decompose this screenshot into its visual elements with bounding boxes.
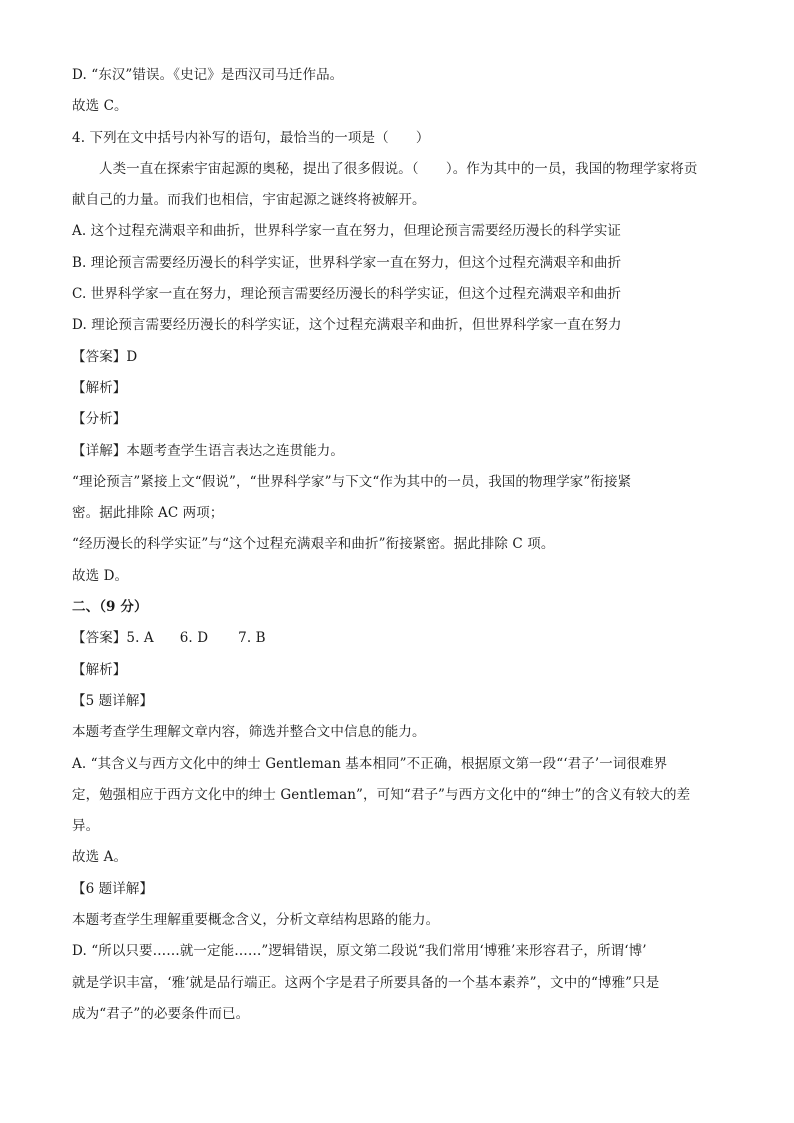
question-5-detail-label: 【5 题详解】: [72, 692, 154, 709]
answer-label: 【答案】D: [72, 348, 138, 365]
text-line: 故选 D。: [72, 567, 129, 584]
detail-line: 密。据此排除 AC 两项；: [72, 505, 224, 522]
option-c: C. 世界科学家一直在努力，理论预言需要经历漫长的科学实证，但这个过程充满艰辛和曲折: [72, 286, 622, 303]
text-line: D. “东汉”错误。《史记》是西汉司马迁作品。: [72, 67, 344, 83]
detail-line: 【详解】本题考查学生语言表达之连贯能力。: [72, 442, 344, 459]
text-line: 故选 A。: [72, 849, 128, 866]
document-page: [72, 60, 722, 1030]
detail-line: 本题考查学生理解文章内容，筛选并整合文中信息的能力。: [72, 724, 426, 741]
detail-line: A. “其含义与西方文化中的绅士 Gentleman 基本相同”不正确，根据原文第一段“‘君子’一词很难界: [72, 755, 668, 772]
option-d: D. 理论预言需要经历漫长的科学实证，这个过程充满艰辛和曲折，但世界科学家一直在努力: [72, 317, 622, 334]
detail-line: 定，勉强相应于西方文化中的绅士 Gentleman”，可知“君子”与西方文化中的“绅士”的含义有较大的差: [72, 786, 691, 803]
section-heading: 二、（9 分）: [72, 599, 148, 616]
answer-7: 7. B: [238, 630, 266, 647]
analysis-label: 【解析】: [72, 379, 127, 396]
text-line: 故选 C。: [72, 98, 128, 115]
option-b: B. 理论预言需要经历漫长的科学实证，世界科学家一直在努力，但这个过程充满艰辛和曲折: [72, 254, 622, 271]
analysis-sub-label: 【分析】: [72, 411, 127, 428]
detail-line: 就是学识丰富，‘雅’就是品行端正。这两个字是君子所要具备的一个基本素养”，文中的“博雅”只是: [72, 974, 660, 991]
answer-line: [72, 623, 722, 654]
detail-line: 本题考查学生理解重要概念含义，分析文章结构思路的能力。: [72, 912, 440, 929]
detail-line: “理论预言”紧接上文“假说”，“世界科学家”与下文“作为其中的一员，我国的物理学家”衔接紧: [72, 473, 632, 490]
detail-line: “经历漫长的科学实证”与“这个过程充满艰辛和曲折”衔接紧密。据此排除 C 项。: [72, 536, 555, 553]
question-4-stem: 4. 下列在文中括号内补写的语句，最恰当的一项是（ ）: [72, 129, 430, 146]
answer-6: 6. D: [179, 630, 209, 647]
detail-line: 异。: [72, 818, 100, 835]
passage-line: 献自己的力量。而我们也相信，宇宙起源之谜终将被解开。: [72, 192, 426, 209]
question-6-detail-label: 【6 题详解】: [72, 880, 154, 897]
analysis-label: 【解析】: [72, 661, 127, 678]
detail-line: 成为“君子”的必要条件而已。: [72, 1005, 250, 1022]
detail-line: D. “所以只要……就一定能……”逻辑错误，原文第二段说“我们常用‘博雅’来形容君子，所谓‘博’: [72, 943, 647, 960]
passage-line: 人类一直在探索宇宙起源的奥秘，提出了很多假说。（ ）。作为其中的一员，我国的物理学家将贡: [99, 160, 698, 177]
option-a: A. 这个过程充满艰辛和曲折，世界科学家一直在努力，但理论预言需要经历漫长的科学实证: [72, 223, 622, 240]
answer-5: 【答案】5. A: [72, 630, 154, 647]
